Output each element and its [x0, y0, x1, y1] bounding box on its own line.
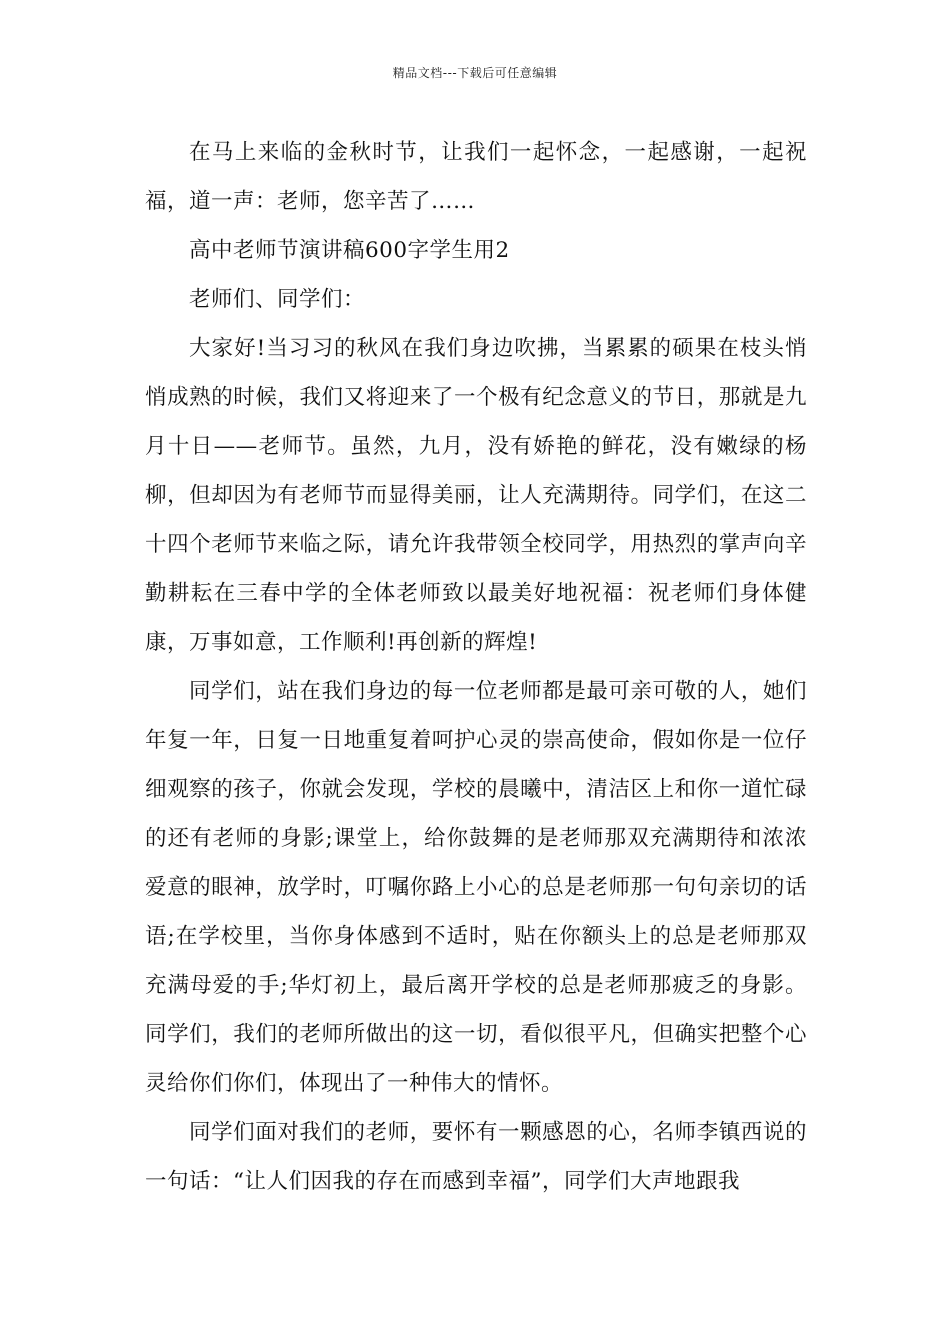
paragraph-greeting: 大家好!当习习的秋风在我们身边吹拂，当累累的硕果在枝头悄悄成熟的时候，我们又将迎来了一个极有纪念意义的节日，那就是九月十日——老师节。虽然，九月，没有娇艳的鲜花，没有嫩绿的杨柳，但却因为有老师节而显得美丽，让人充满期待。同学们，在这二十四个老师节来临之际，请允许我带领全校同学，用热烈的掌声向辛勤耕耘在三春中学的全体老师致以最美好地祝福：祝老师们身体健康，万事如意，工作顺利!再创新的辉煌! — [145, 336, 807, 655]
page-header: 精品文档---下载后可任意编辑 — [392, 66, 558, 80]
paragraph-teachers: 同学们，站在我们身边的每一位老师都是最可亲可敬的人，她们年复一年，日复一日地重复着呵护心灵的崇高使命，假如你是一位仔细观察的孩子，你就会发现，学校的晨曦中，清洁区上和你一道忙碌的还有老师的身影;课堂上，给你鼓舞的是老师那双充满期待和浓浓爱意的眼神，放学时，叮嘱你路上小心的总是老师那一句句亲切的话语;在学校里，当你身体感到不适时，贴在你额头上的总是老师那双充满母爱的手;华灯初上，最后离开学校的总是老师那疲乏的身影。同学们，我们的老师所做出的这一切，看似很平凡，但确实把整个心灵给你们你们，体现出了一种伟大的情怀。 — [145, 679, 807, 1096]
paragraph-closing-wish: 在马上来临的金秋时节，让我们一起怀念，一起感谢，一起祝福，道一声：老师，您辛苦了…… — [145, 140, 807, 214]
section-title: 高中老师节演讲稿600字学生用2 — [189, 238, 510, 263]
paragraph-gratitude: 同学们面对我们的老师，要怀有一颗感恩的心，名师李镇西说的一句话：“让人们因我的存在而感到幸福”，同学们大声地跟我 — [145, 1120, 807, 1194]
salutation: 老师们、同学们： — [189, 287, 366, 312]
document-body — [145, 128, 807, 1206]
